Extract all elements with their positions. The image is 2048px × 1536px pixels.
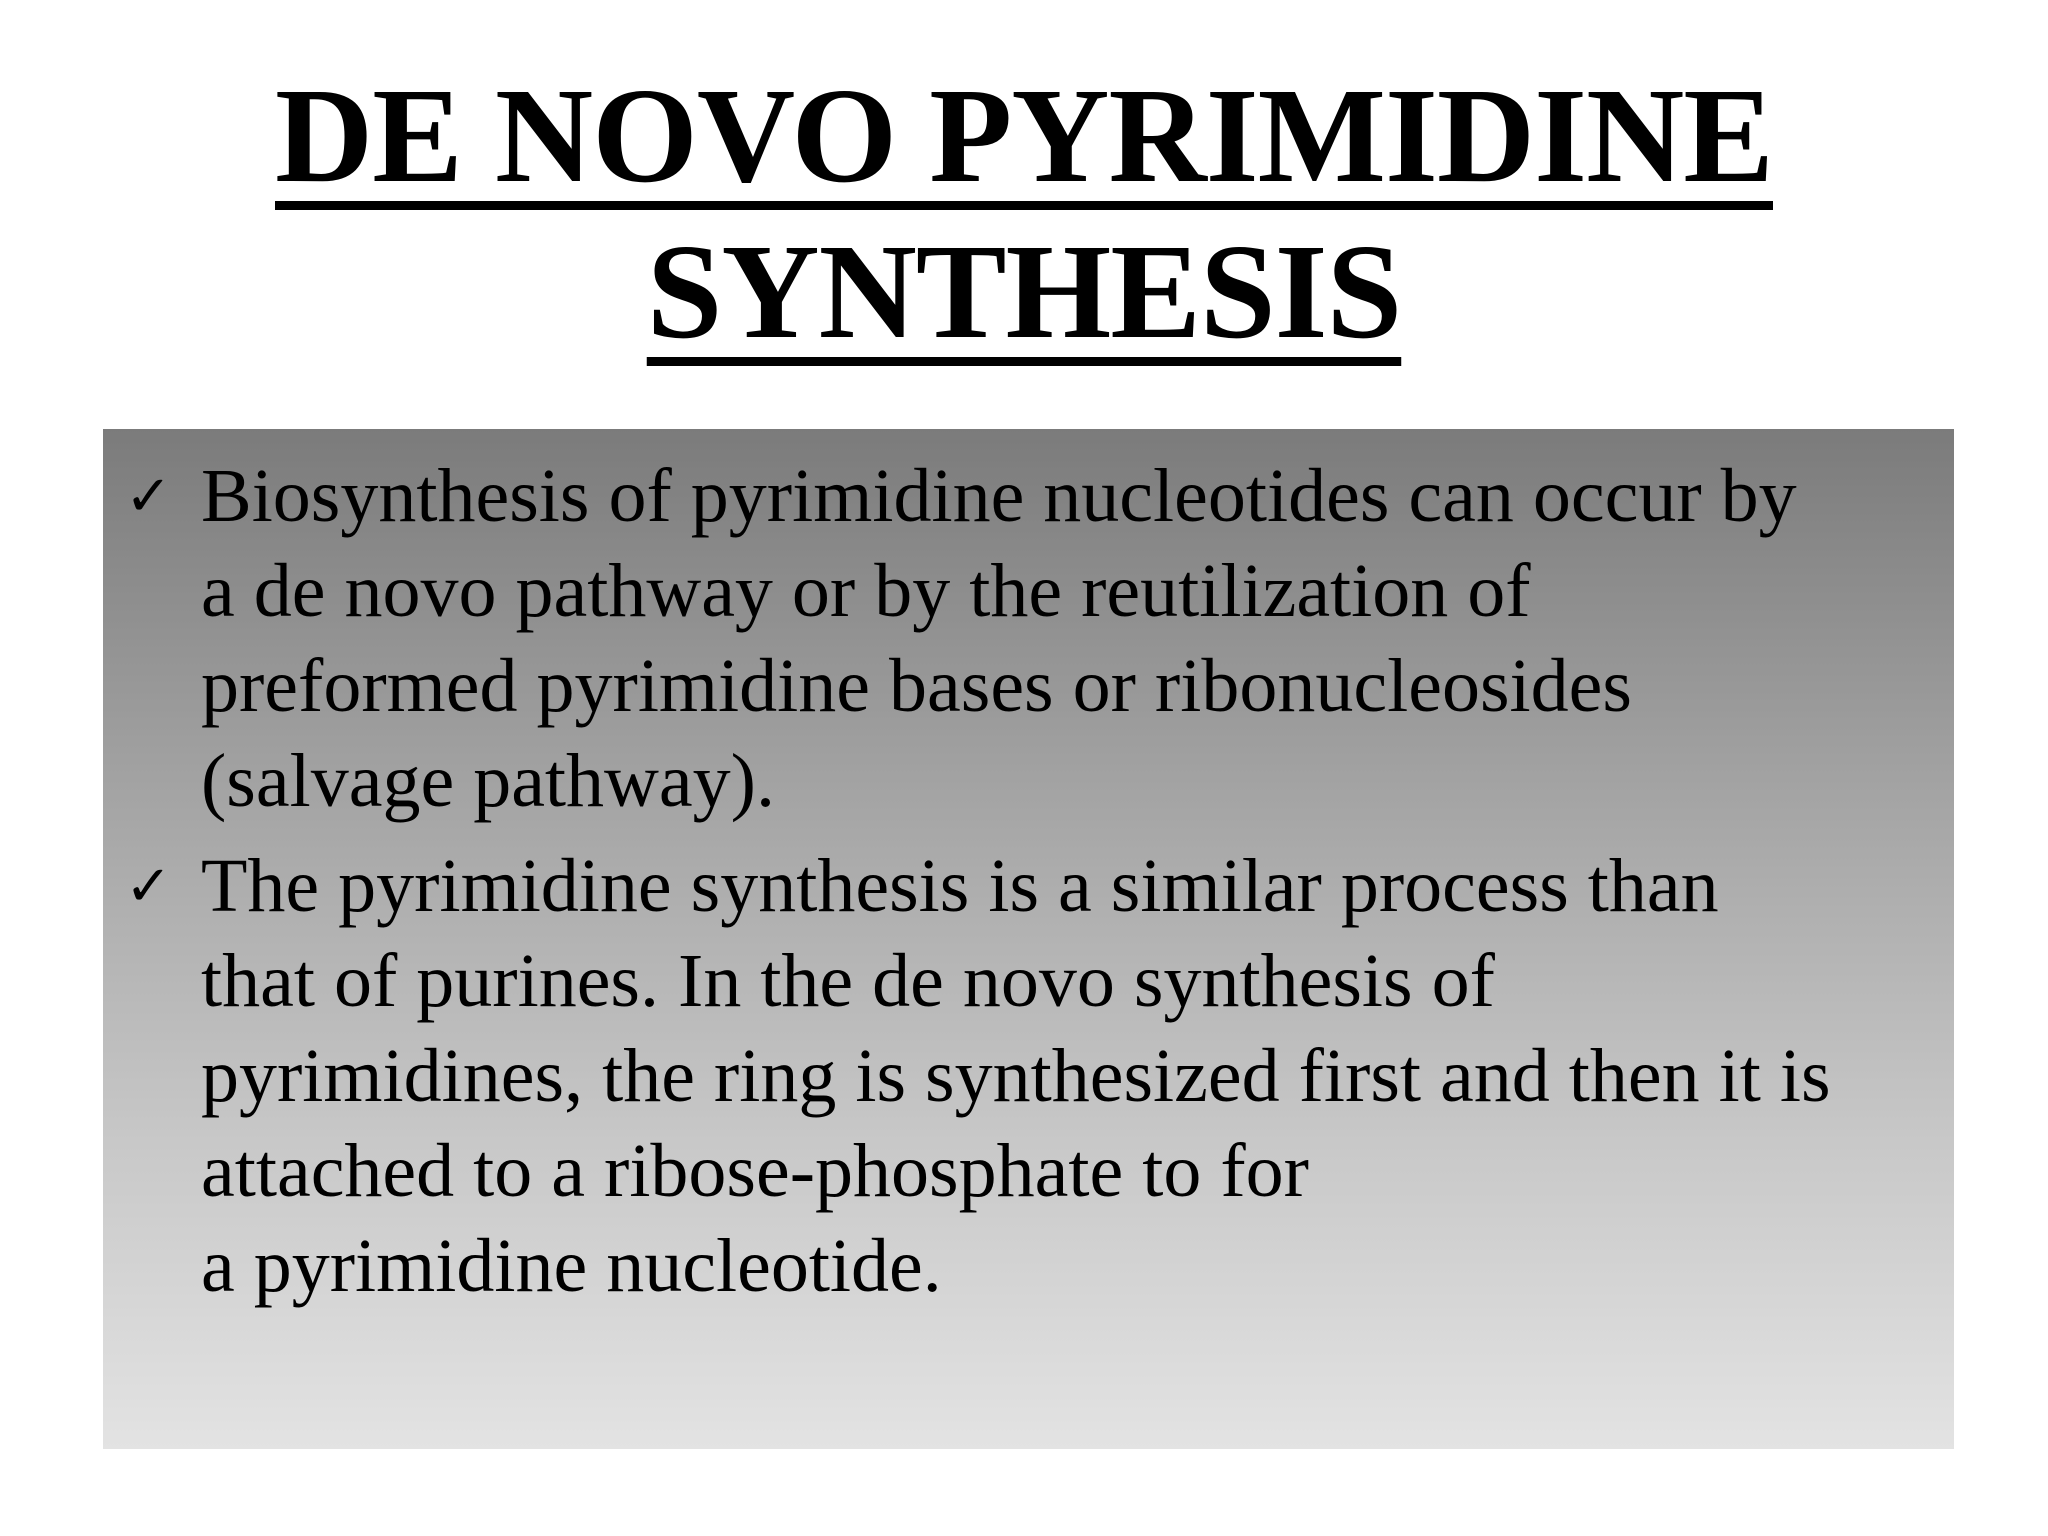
bullet-item-synthesis-process <box>103 839 1954 1314</box>
bullet-line: a pyrimidine nucleotide. <box>201 1224 942 1308</box>
bullet-line: pyrimidines, the ring is synthesized first and then it is <box>201 1034 1831 1118</box>
bullet-line: The pyrimidine synthesis is a similar process than <box>201 844 1719 928</box>
bullet-line: attached to a ribose-phosphate to for <box>201 1129 1309 1213</box>
bullet-line: a de novo pathway or by the reutilization of <box>201 549 1531 633</box>
bullet-item-biosynthesis <box>103 449 1954 829</box>
bullet-line: preformed pyrimidine bases or ribonucleosides <box>201 644 1632 728</box>
bullet-line: that of purines. In the de novo synthesis of <box>201 939 1495 1023</box>
bullet-line: (salvage pathway). <box>201 739 775 823</box>
bullet-line: Biosynthesis of pyrimidine nucleotides can occur by <box>201 454 1797 538</box>
check-icon: ✓ <box>125 464 172 529</box>
check-icon: ✓ <box>125 854 172 919</box>
title-line-2: SYNTHESIS <box>646 217 1402 367</box>
title-line-1: DE NOVO PYRIMIDINE <box>275 61 1773 211</box>
content-box <box>103 429 1954 1449</box>
bullet-list <box>103 449 1954 1324</box>
slide-title <box>0 58 2048 370</box>
